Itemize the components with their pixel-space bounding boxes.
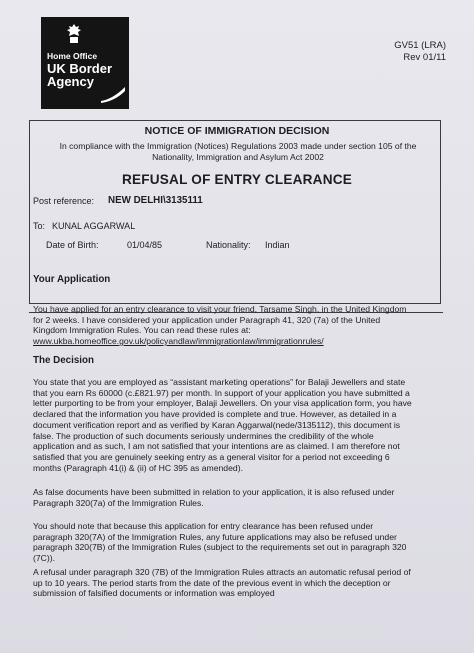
application-line: for 2 weeks. I have considered your application under Paragraph 41, 320 (7a) of the United (33, 314, 381, 325)
logo-agency-name (47, 62, 112, 88)
decision-paragraph-4 (33, 567, 438, 599)
form-reference (394, 40, 446, 64)
logo-swoosh-icon (101, 87, 125, 103)
compliance-line-1: In compliance with the Immigration (Notices) Regulations 2003 made under section 105 of the (59, 141, 417, 151)
decision-line: satisfied that you are genuinely seeking entry as a general visitor for a period not exceeding 6 (33, 451, 390, 462)
compliance-text (50, 141, 426, 163)
application-heading: Your Application (33, 274, 111, 285)
decision-line: up to 10 years. The period starts from the date of the previous event in which the deception or (33, 577, 391, 588)
logo-line-agency: Agency (47, 74, 94, 89)
refusal-heading: REFUSAL OF ENTRY CLEARANCE (121, 172, 352, 187)
decision-line: As false documents have been submitted in relation to your application, it is also refused under (33, 487, 395, 497)
decision-heading: The Decision (33, 355, 94, 366)
application-paragraph (33, 304, 438, 347)
decision-line: paragraph 320(7B) of the Immigration Rules (subject to the requirements set out in paragraph 320 (33, 542, 407, 553)
decision-line: false. The production of such documents seriously undermines the credibility of the whole (33, 430, 374, 441)
post-reference-label: Post reference: (33, 196, 95, 206)
decision-line: letter purporting to be from your employer, Balaji Jewellers. On your visa application form, you have (33, 398, 412, 409)
decision-line: that you earn Rs 60000 (c.£821.97) per month. In support of your application you have submitted a (33, 387, 410, 398)
decision-line: document verification report and as verified by Karan Aggarwal(nede/3135112), this document is (33, 419, 401, 430)
decision-line: You should note that because this application for entry clearance has been refused under (33, 521, 374, 531)
decision-line: You state that you are employed as “assistant marketing operations” for Balaji Jewellers and state (33, 377, 406, 387)
decision-line: declared that the information you have provided is complete and true. However, as detailed in a (33, 409, 397, 420)
uk-border-agency-logo (41, 17, 129, 109)
decision-paragraph-3 (33, 521, 438, 564)
decision-line: (7C)). (33, 553, 56, 564)
royal-crest-icon (63, 23, 85, 45)
decision-line: submission of falsified documents or information was employed (33, 588, 275, 599)
compliance-line-2: Nationality, Immigration and Asylum Act 2002 (152, 152, 324, 162)
recipient-name: KUNAL AGGARWAL (52, 221, 136, 231)
nationality-label: Nationality: (206, 240, 251, 250)
form-revision: Rev 01/11 (403, 52, 446, 63)
decision-line: paragraph 320(7A) of the Immigration Rules, any future applications may also be refused under (33, 531, 397, 542)
decision-paragraph-1 (33, 377, 438, 473)
dob-label: Date of Birth: (46, 240, 99, 250)
recipient-label: To: (33, 221, 46, 231)
dob-value: 01/04/85 (127, 240, 163, 250)
post-reference-number: NEW DELHI\3135111 (108, 195, 203, 206)
decision-paragraph-2 (33, 487, 438, 508)
decision-line: months (Paragraph 41(i) & (ii) of HC 395 as amended). (33, 462, 243, 473)
notice-title: NOTICE OF IMMIGRATION DECISION (144, 125, 330, 137)
immigration-rules-link[interactable]: www.ukba.homeoffice.gov.uk/policyandlaw/immigrationlaw/immigrationrules/ (33, 336, 324, 347)
post-reference-value (108, 195, 203, 206)
application-line: Kingdom Immigration Rules. You can read these rules at: (33, 325, 251, 336)
form-code: GV51 (LRA) (394, 40, 446, 51)
decision-line: A refusal under paragraph 320 (7B) of the Immigration Rules attracts an automatic refusal period of (33, 567, 411, 577)
application-line: You have applied for an entry clearance to visit your friend, Tarsame Singh, in the United Kingdom (33, 304, 407, 314)
nationality-value: Indian (265, 240, 290, 250)
logo-line-uk-border: UK Border (47, 61, 113, 76)
logo-home-office: Home Office (47, 51, 98, 61)
decision-line: application and as such, I am not satisfied that your intentions are as claimed. I am therefore not (33, 441, 400, 452)
decision-line: Paragraph 320(7a) of the Immigration Rules. (33, 497, 204, 508)
